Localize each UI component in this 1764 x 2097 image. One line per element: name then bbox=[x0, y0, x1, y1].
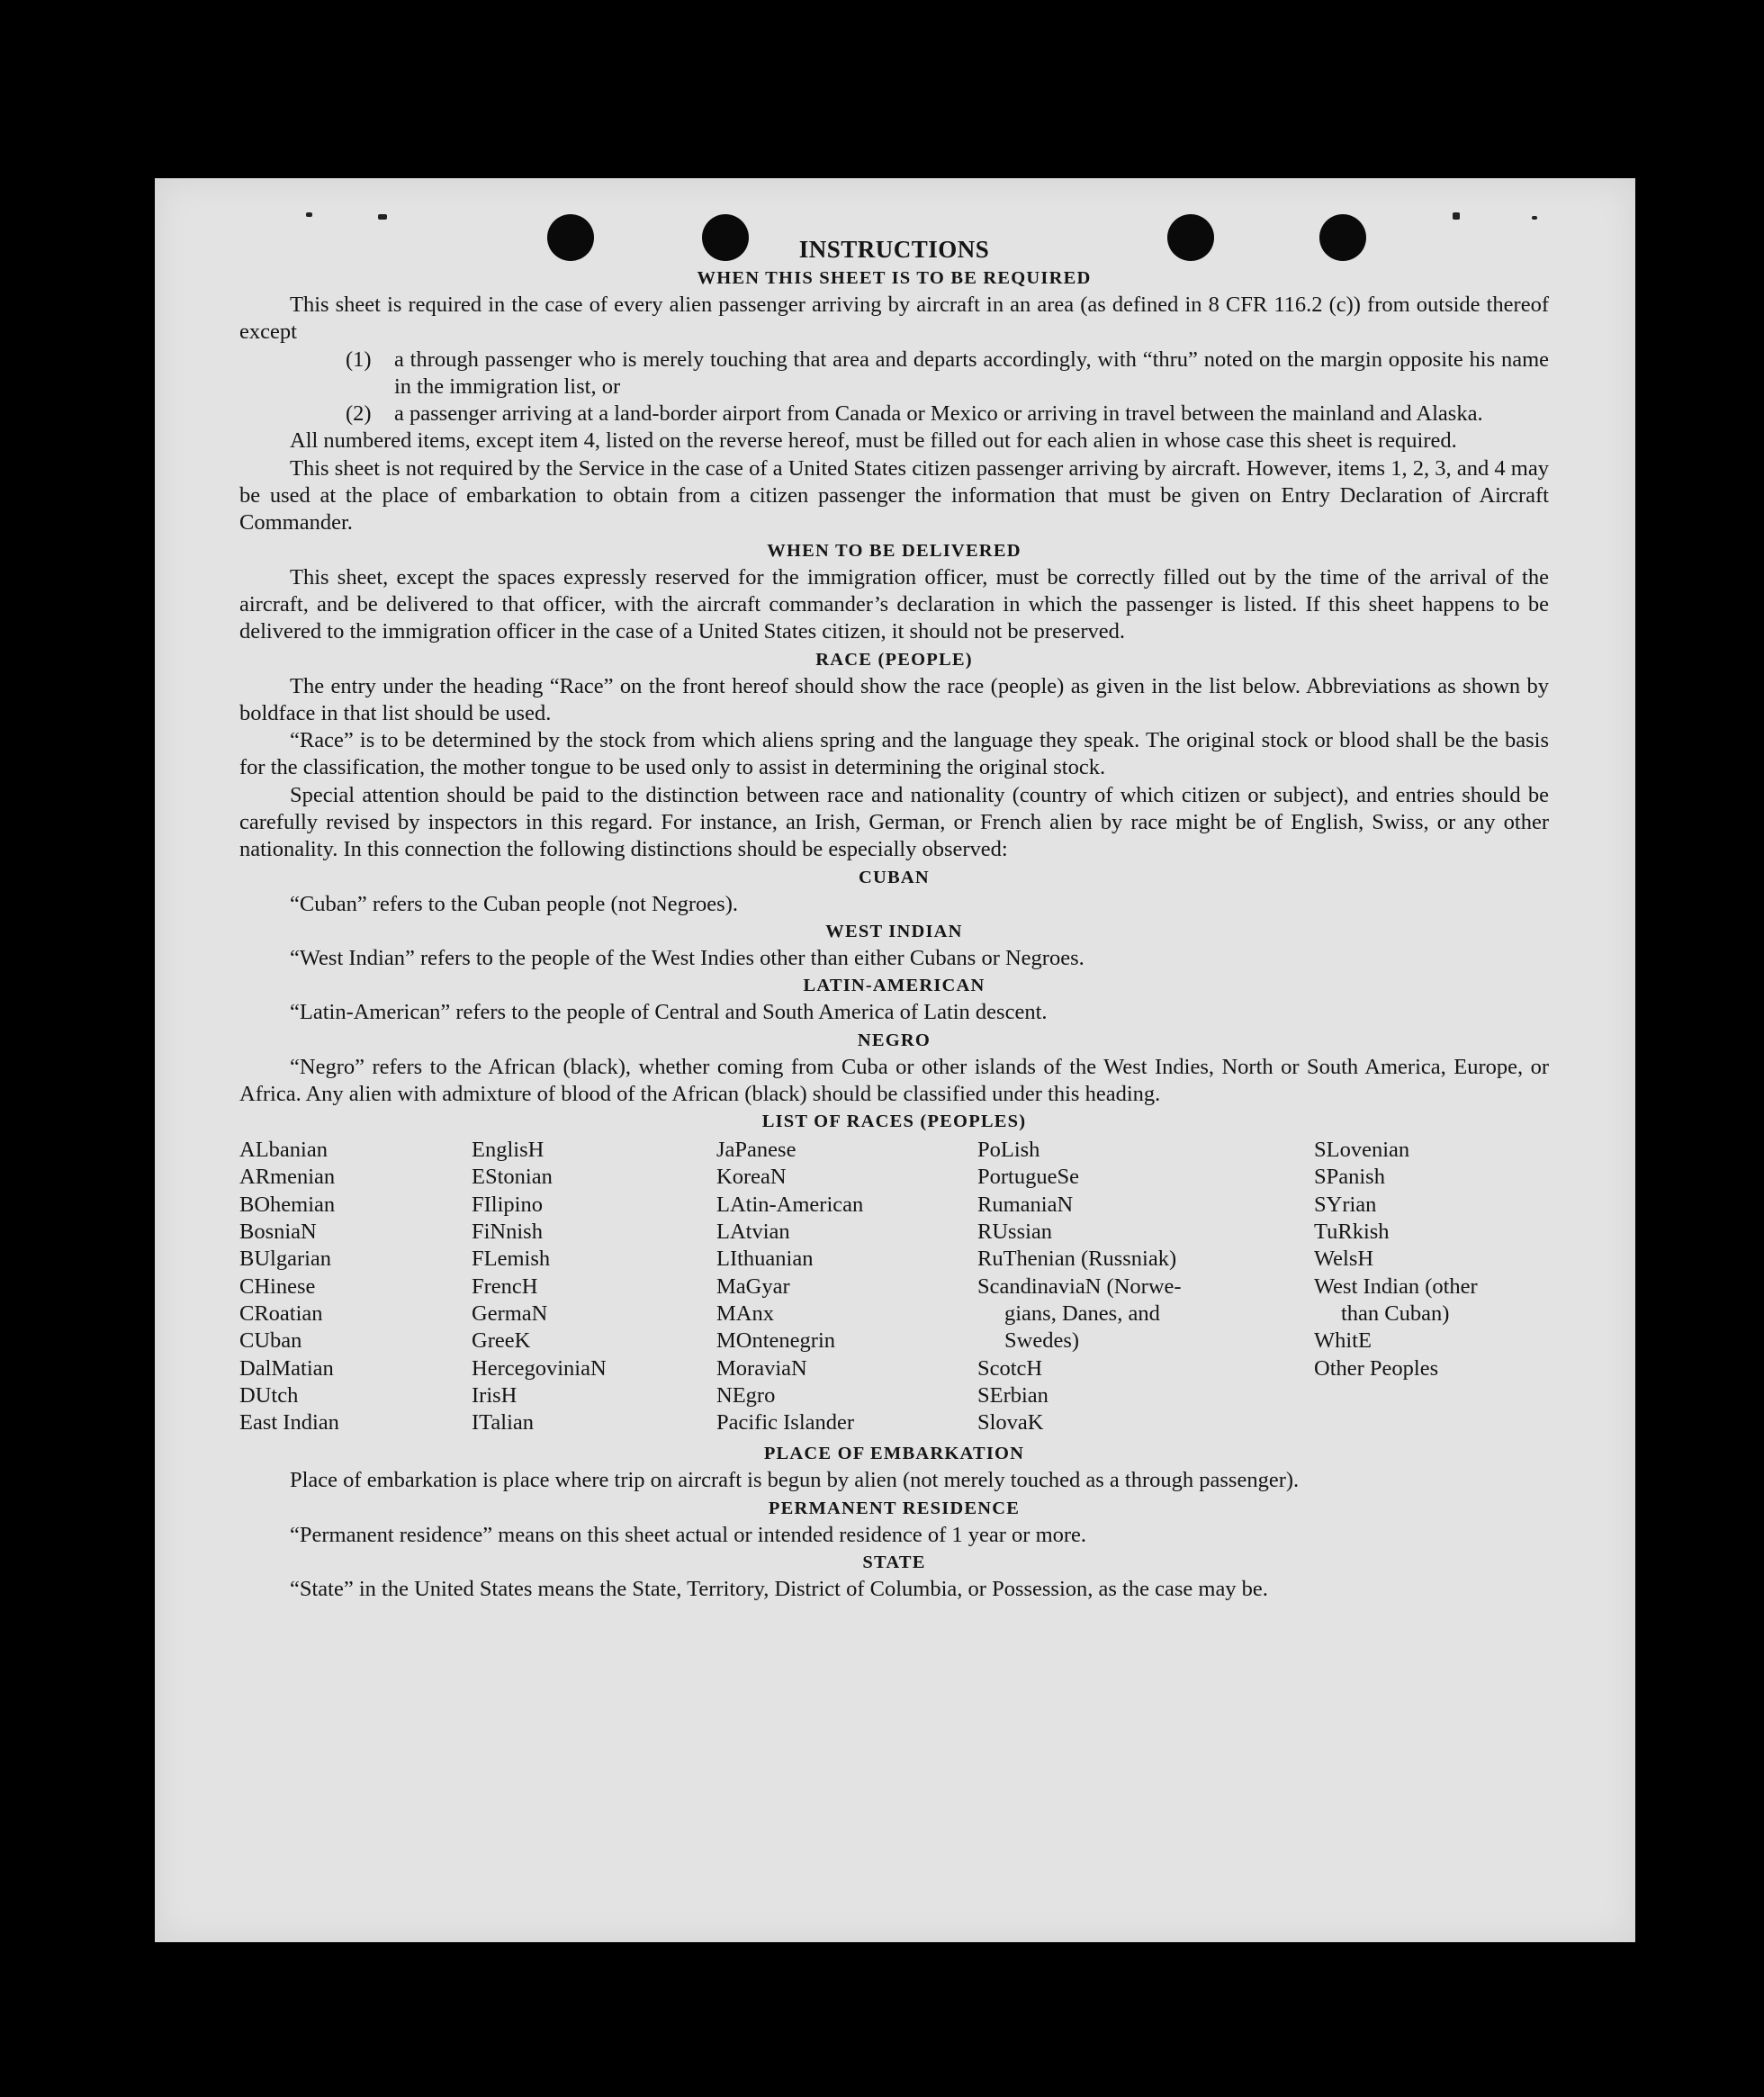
paragraph: “West Indian” refers to the people of the West Indies other than either Cubans or Negroes. bbox=[290, 945, 1084, 970]
paragraph: Special attention should be paid to the distinction between race and nationality (country of which citizen or subject), and entries should be carefully revised by inspectors in this regard. For instance, an Irish, German, or French alien by race might be of English, Swiss, or any other nationality. In this connection the following distinctions should be especially observed: bbox=[239, 782, 1549, 862]
race-entry: GreeK bbox=[472, 1328, 531, 1354]
numbered-item bbox=[239, 400, 1549, 428]
race-entry: LAtin-American bbox=[716, 1192, 864, 1217]
race-entry: LAtvian bbox=[716, 1220, 790, 1245]
race-entry: ALbanian bbox=[239, 1138, 328, 1163]
race-entry: KoreaN bbox=[716, 1165, 787, 1190]
race-entry: West Indian (other bbox=[1314, 1274, 1478, 1299]
ink-speck bbox=[306, 212, 312, 217]
ink-speck bbox=[1453, 212, 1460, 220]
race-entry: Swedes) bbox=[1004, 1328, 1080, 1354]
document-sheet bbox=[155, 178, 1635, 1942]
race-entry: ARmenian bbox=[239, 1165, 336, 1190]
paragraph: Place of embarkation is place where trip on aircraft is begun by alien (not merely touched as a through passenger). bbox=[290, 1468, 1300, 1493]
race-entry: MoraviaN bbox=[716, 1355, 807, 1381]
paragraph: “State” in the United States means the State, Territory, District of Columbia, or Possession, as the case may be. bbox=[290, 1576, 1268, 1601]
race-column bbox=[977, 1137, 1314, 1436]
race-entry: DalMatian bbox=[239, 1355, 334, 1381]
race-entry: FiNnish bbox=[472, 1220, 543, 1245]
race-entry: JaPanese bbox=[716, 1138, 796, 1163]
race-entry: WhitE bbox=[1314, 1328, 1372, 1354]
section-heading: CUBAN bbox=[859, 867, 930, 887]
race-column bbox=[239, 1137, 472, 1436]
race-entry: ScotcH bbox=[977, 1355, 1043, 1381]
paragraph: “Cuban” refers to the Cuban people (not Negroes). bbox=[290, 891, 738, 916]
race-entry: BosniaN bbox=[239, 1220, 317, 1245]
paragraph: All numbered items, except item 4, listed on the reverse hereof, must be filled out for each alien in whose case this sheet is required. bbox=[290, 428, 1457, 454]
paragraph: This sheet is required in the case of every alien passenger arriving by aircraft in an area (as defined in 8 CFR 116.2 (c)) from outside thereof except bbox=[239, 292, 1549, 345]
item-text: a passenger arriving at a land-border airport from Canada or Mexico or arriving in travel between the mainland and Alaska. bbox=[394, 401, 1483, 427]
section-heading: RACE (PEOPLE) bbox=[815, 649, 973, 670]
race-entry: TuRkish bbox=[1314, 1220, 1390, 1245]
race-entry: MAnx bbox=[716, 1300, 774, 1326]
race-entry: EnglisH bbox=[472, 1138, 544, 1163]
ink-speck bbox=[378, 214, 387, 220]
race-entry: CHinese bbox=[239, 1274, 316, 1299]
paragraph: The entry under the heading “Race” on the front hereof should show the race (people) as given in the list below. Abbreviations as shown by boldface in that list should be used. bbox=[239, 673, 1549, 725]
paragraph: “Negro” refers to the African (black), whether coming from Cuba or other islands of the West Indies, North or South America, Europe, or Africa. Any alien with admixture of blood of the African (black) should be classified under this heading. bbox=[239, 1054, 1549, 1106]
paragraph: This sheet, except the spaces expressly reserved for the immigration officer, must be correctly filled out by the time of the arrival of the aircraft, and be delivered to that officer, with the aircraft commander’s declaration in which the passenger is listed. If this sheet happens to be delivered to the immigration officer in the case of a United States citizen, it should not be preserved. bbox=[239, 564, 1549, 644]
paragraph: “Latin-American” refers to the people of Central and South America of Latin descent. bbox=[290, 1000, 1048, 1025]
race-entry: IrisH bbox=[472, 1382, 518, 1408]
race-entry: PortugueSe bbox=[977, 1165, 1079, 1190]
race-entry: PoLish bbox=[977, 1138, 1040, 1163]
page-title: INSTRUCTIONS bbox=[798, 236, 990, 263]
section-heading: WHEN THIS SHEET IS TO BE REQUIRED bbox=[697, 268, 1092, 288]
race-entry: MOntenegrin bbox=[716, 1328, 835, 1354]
race-entry: HercegoviniaN bbox=[472, 1355, 607, 1381]
race-entry: RUssian bbox=[977, 1220, 1053, 1245]
race-entry: FLemish bbox=[472, 1246, 551, 1272]
race-entry: SErbian bbox=[977, 1382, 1048, 1408]
race-entry: LIthuanian bbox=[716, 1246, 814, 1272]
race-list bbox=[239, 1137, 1549, 1436]
section-heading: PLACE OF EMBARKATION bbox=[763, 1444, 1025, 1464]
section-heading: PERMANENT RESIDENCE bbox=[768, 1498, 1021, 1518]
section-heading: NEGRO bbox=[857, 1030, 932, 1050]
race-entry: ITalian bbox=[472, 1410, 535, 1436]
race-column bbox=[1314, 1137, 1549, 1436]
item-number: (2) bbox=[346, 401, 372, 427]
race-entry: gians, Danes, and bbox=[1004, 1300, 1160, 1326]
section-heading: WHEN TO BE DELIVERED bbox=[767, 540, 1022, 561]
race-entry: CUban bbox=[239, 1328, 302, 1354]
race-entry: SPanish bbox=[1314, 1165, 1385, 1190]
paragraph: “Race” is to be determined by the stock from which aliens spring and the language they speak. The original stock or blood shall be the basis for the classification, the mother tongue to be used only to assist in determining the original stock. bbox=[239, 728, 1549, 780]
race-entry: BOhemian bbox=[239, 1192, 336, 1217]
race-entry: DUtch bbox=[239, 1382, 299, 1408]
race-entry: BUlgarian bbox=[239, 1246, 332, 1272]
race-entry: WelsH bbox=[1314, 1246, 1374, 1272]
instructions-content bbox=[239, 234, 1549, 1603]
race-entry: FIlipino bbox=[472, 1192, 543, 1217]
race-column bbox=[716, 1137, 977, 1436]
race-entry: SYrian bbox=[1314, 1192, 1377, 1217]
paragraph: This sheet is not required by the Service in the case of a United States citizen passenger arriving by aircraft. However, items 1, 2, 3, and 4 may be used at the place of embarkation to obtain from a citizen passenger the information that must be given on Entry Declaration of Aircraft Commander. bbox=[239, 455, 1549, 536]
race-entry: NEgro bbox=[716, 1382, 776, 1408]
race-entry: ScandinaviaN (Norwe- bbox=[977, 1274, 1182, 1299]
race-entry: RumaniaN bbox=[977, 1192, 1074, 1217]
section-heading: WEST INDIAN bbox=[825, 921, 963, 941]
race-entry: Other Peoples bbox=[1314, 1355, 1439, 1381]
section-heading: LATIN-AMERICAN bbox=[803, 976, 986, 996]
race-entry: SlovaK bbox=[977, 1410, 1044, 1436]
race-entry: CRoatian bbox=[239, 1300, 323, 1326]
race-entry: Pacific Islander bbox=[716, 1410, 855, 1436]
race-entry: East Indian bbox=[239, 1410, 339, 1436]
race-entry: FrencH bbox=[472, 1274, 538, 1299]
race-entry: RuThenian (Russniak) bbox=[977, 1246, 1177, 1272]
race-entry: EStonian bbox=[472, 1165, 553, 1190]
item-text: a through passenger who is merely touching that area and departs accordingly, with “thru” noted on the margin opposite his name in the immigration list, or bbox=[394, 346, 1549, 399]
section-heading: LIST OF RACES (PEOPLES) bbox=[761, 1112, 1027, 1132]
item-number: (1) bbox=[346, 346, 372, 372]
race-entry: MaGyar bbox=[716, 1274, 790, 1299]
ink-speck bbox=[1532, 216, 1537, 220]
race-column bbox=[472, 1137, 716, 1436]
race-entry: GermaN bbox=[472, 1300, 548, 1326]
race-entry: SLovenian bbox=[1314, 1138, 1410, 1163]
section-heading: STATE bbox=[862, 1552, 926, 1572]
race-entry: than Cuban) bbox=[1341, 1300, 1450, 1326]
numbered-item bbox=[239, 346, 1549, 401]
paragraph: “Permanent residence” means on this sheet actual or intended residence of 1 year or more. bbox=[290, 1522, 1087, 1547]
